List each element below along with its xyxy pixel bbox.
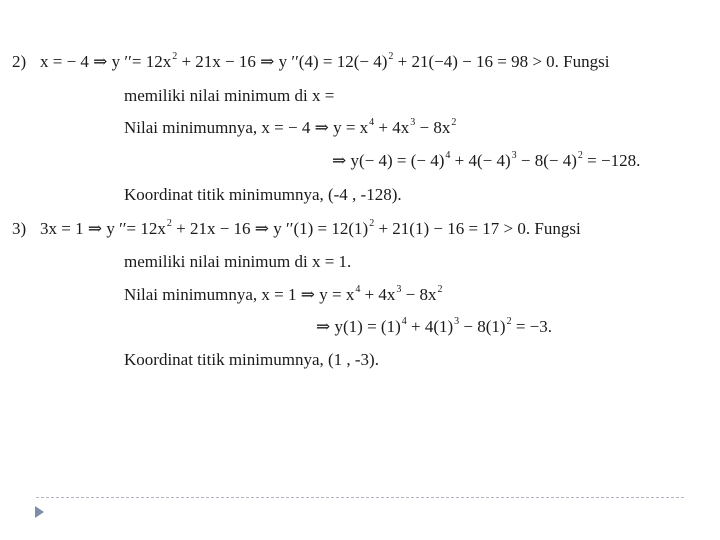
item-3-evaluation-line: ⇒ $y(1) = (1)^4 + 4(1)^3 - 8(1)^2 = -3$. — [316, 316, 553, 336]
item-2-coordinate-text: Koordinat titik minimumnya, (-4 , -128). — [124, 185, 402, 204]
item-2-equation-line: x = − 4 ⇒ y ′′= $12x^2 + 21x - 16$ ⇒ y $''(4) = 12(- 4)^2 + 21(-4) - 16 = 98 > 0$. Fungsi — [40, 51, 610, 71]
footer-arrow-icon — [35, 506, 44, 518]
item-3-number: 3) — [12, 219, 27, 238]
item-3-equation-line: 3x = 1 ⇒ y ′′= $12x^2 + 21x - 16$ ⇒ y $''(1) = 12(1)^2 + 21(1) - 16 = 17 > 0$. Fungsi — [40, 218, 581, 238]
item-2-evaluation-line: ⇒ y(− 4) = (− $4)^4 + 4(- 4)^3 - 8(- 4)^2 = -128$. — [332, 150, 641, 170]
item-2-number: 2) — [12, 52, 27, 71]
item-3-coordinate-text: Koordinat titik minimumnya, (1 , -3). — [124, 350, 379, 369]
footer-divider — [36, 497, 684, 498]
item-2-minimum-value-line: Nilai minimumnya, x = − 4 ⇒ $y = x^4 + 4x^3 - 8x^2$ — [124, 117, 457, 137]
item-3-minimum-value-line: Nilai minimumnya, x = 1 ⇒ $y = x^4 + 4x^3 - 8x^2$ — [124, 284, 443, 304]
item-3-minimum-text: memiliki nilai minimum di x = 1. — [124, 252, 352, 271]
item-2-minimum-text: memiliki nilai minimum di x = — [124, 86, 335, 105]
